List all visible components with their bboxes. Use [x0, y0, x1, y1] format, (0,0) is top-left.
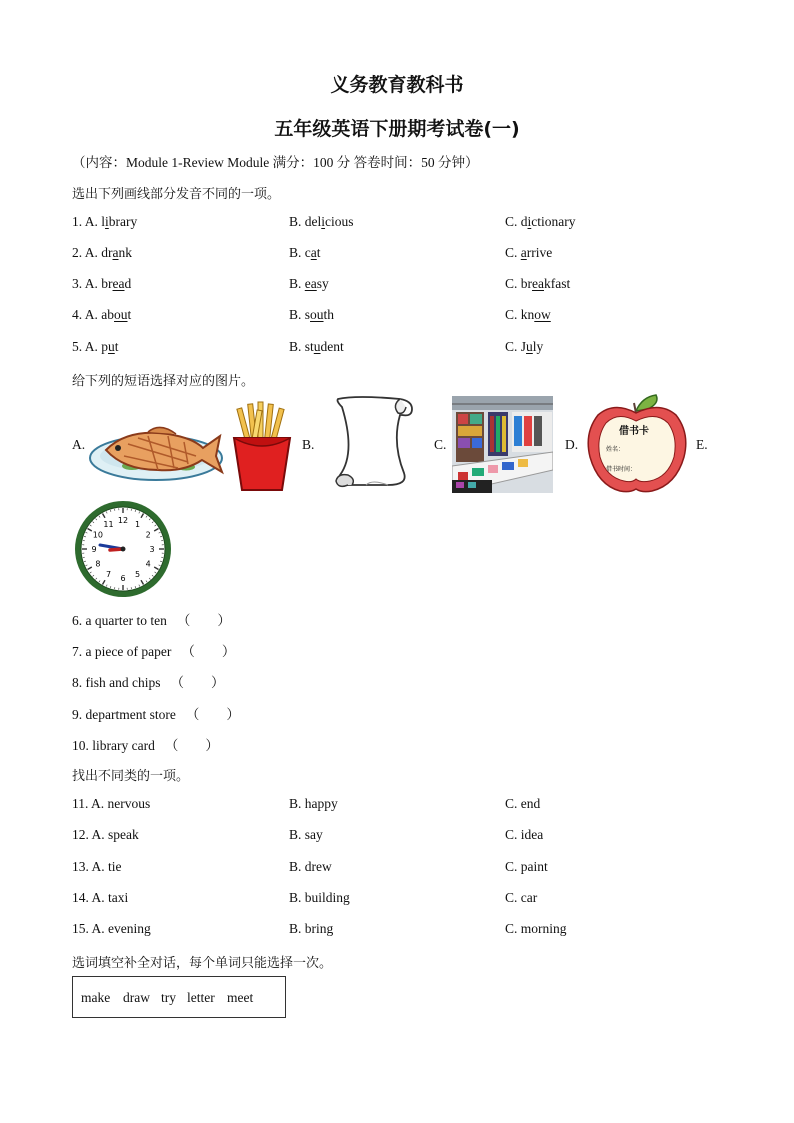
- match-question: [72, 703, 240, 723]
- underlined-sound: u: [313, 339, 321, 354]
- word-bank-word: make: [81, 990, 111, 1005]
- underlined-sound: ou: [310, 307, 324, 322]
- match-question: [72, 734, 219, 754]
- odd-one-out-option-a: 15. A. evening: [72, 921, 151, 936]
- match-question: [72, 609, 231, 629]
- odd-one-out-option-b: B. happy: [289, 796, 338, 811]
- word-part: st: [304, 339, 314, 354]
- section3-instruction: 找出不同类的一项。: [72, 769, 190, 784]
- word-bank-word: try: [161, 990, 176, 1005]
- word-part: s: [304, 307, 311, 322]
- clock-number: 4: [145, 559, 151, 569]
- fish-and-chips-image: [88, 400, 298, 492]
- odd-one-out-option-a: 12. A. speak: [72, 827, 139, 842]
- word-part: rrive: [526, 245, 553, 260]
- word-part: t: [114, 339, 119, 354]
- clock-number: 5: [134, 570, 141, 580]
- odd-one-out-option-c: C. paint: [505, 859, 548, 874]
- clock-number: 9: [91, 545, 97, 554]
- underlined-sound: ou: [114, 307, 128, 322]
- underlined-sound: ea: [304, 276, 317, 291]
- underlined-sound: a: [112, 245, 119, 260]
- option-c: [505, 339, 543, 355]
- clock-number: 12: [117, 516, 129, 525]
- answer-blank: （ ）: [181, 644, 236, 659]
- option-a: [72, 214, 137, 230]
- underlined-sound: ea: [532, 276, 544, 291]
- word-part: del: [304, 214, 322, 229]
- word-part: kn: [520, 307, 535, 322]
- odd-one-out-option-b: B. say: [289, 827, 323, 842]
- option-c: [505, 276, 570, 292]
- exam-title: 五年级英语下册期考试卷(一): [274, 118, 520, 140]
- word-part: nk: [118, 245, 133, 260]
- option-prefix: 4. A.: [72, 307, 102, 322]
- word-bank-word: draw: [123, 990, 150, 1005]
- answer-blank: （ ）: [185, 707, 240, 722]
- word-part: t: [127, 307, 132, 322]
- underlined-sound: a: [310, 245, 317, 260]
- word-bank-word: meet: [227, 990, 254, 1005]
- question-text: 9. department store: [72, 707, 176, 722]
- underlined-sound: a: [520, 245, 527, 260]
- exam-info: （内容：Module 1-Review Module 满分：100 分 答卷时间：50 分钟）: [72, 155, 479, 170]
- underlined-sound: u: [526, 339, 533, 354]
- option-label-b: B.: [302, 437, 315, 452]
- word-part: c: [304, 245, 311, 260]
- option-b: [289, 245, 321, 261]
- word-part: br: [101, 276, 113, 291]
- section1-instruction: 选出下列画线部分发音不同的一项。: [72, 187, 281, 202]
- option-a: [72, 245, 132, 261]
- library-card-image: [584, 393, 690, 495]
- section4-instruction: 选词填空补全对话，每个单词只能选择一次。: [72, 956, 333, 971]
- question-text: 6. a quarter to ten: [72, 613, 167, 628]
- clock-number: 6: [120, 574, 126, 583]
- answer-blank: （ ）: [164, 738, 219, 753]
- word-part: p: [101, 339, 109, 354]
- question-text: 8. fish and chips: [72, 675, 161, 690]
- odd-one-out-option-c: C. idea: [505, 827, 544, 842]
- word-part: dr: [101, 245, 113, 260]
- odd-one-out-option-b: B. building: [289, 890, 350, 905]
- answer-blank: （ ）: [176, 613, 231, 628]
- clock-number: 1: [134, 519, 141, 529]
- match-question: [72, 671, 225, 691]
- word-part: d: [520, 214, 528, 229]
- clock-number: 7: [105, 570, 112, 580]
- main-title: 义务教育教科书: [330, 74, 464, 96]
- option-prefix: B.: [289, 307, 305, 322]
- library-card-time: 借书时间：: [606, 466, 637, 473]
- word-part: dent: [320, 339, 344, 354]
- word-part: d: [124, 276, 132, 291]
- option-prefix: B.: [289, 245, 305, 260]
- odd-one-out-option-c: C. end: [505, 796, 541, 811]
- answer-blank: （ ）: [170, 675, 225, 690]
- odd-one-out-option-c: C. car: [505, 890, 538, 905]
- word-part: cious: [325, 214, 354, 229]
- department-store-image: [452, 396, 553, 493]
- option-prefix: C.: [505, 339, 521, 354]
- option-prefix: C.: [505, 245, 521, 260]
- word-part: ly: [532, 339, 544, 354]
- option-prefix: 1. A.: [72, 214, 102, 229]
- underlined-sound: i: [527, 214, 532, 229]
- match-question: [72, 640, 235, 660]
- library-card-name: 姓名：: [606, 446, 625, 453]
- odd-one-out-option-c: C. morning: [505, 921, 567, 936]
- clock-number: 11: [103, 519, 114, 529]
- option-c: [505, 307, 551, 323]
- option-c: [505, 214, 576, 230]
- underlined-sound: ea: [112, 276, 125, 291]
- clock-number: 2: [145, 530, 151, 540]
- option-a: [72, 307, 131, 323]
- clock-number: 10: [92, 530, 103, 540]
- word-part: t: [316, 245, 321, 260]
- option-prefix: C.: [505, 214, 521, 229]
- word-part: br: [520, 276, 533, 291]
- clock-image: [72, 499, 174, 599]
- option-prefix: B.: [289, 276, 305, 291]
- option-prefix: C.: [505, 307, 521, 322]
- option-label-e: E.: [696, 437, 708, 452]
- word-bank-word: letter: [187, 990, 215, 1005]
- section2-instruction: 给下列的短语选择对应的图片。: [72, 374, 255, 389]
- option-prefix: C.: [505, 276, 521, 291]
- word-part: ab: [101, 307, 115, 322]
- question-text: 7. a piece of paper: [72, 644, 172, 659]
- option-c: [505, 245, 552, 261]
- option-prefix: B.: [289, 214, 305, 229]
- option-prefix: B.: [289, 339, 305, 354]
- word-part: ctionary: [531, 214, 576, 229]
- question-text: 10. library card: [72, 738, 155, 753]
- option-b: [289, 339, 344, 355]
- option-a: [72, 339, 119, 355]
- odd-one-out-option-a: 14. A. taxi: [72, 890, 129, 905]
- underlined-sound: ow: [534, 307, 551, 322]
- option-b: [289, 307, 334, 323]
- word-part: J: [520, 339, 527, 354]
- clock-number: 3: [149, 545, 155, 554]
- word-part: sy: [316, 276, 329, 291]
- option-prefix: 3. A.: [72, 276, 102, 291]
- underlined-sound: u: [108, 339, 115, 354]
- option-prefix: 5. A.: [72, 339, 102, 354]
- option-label-d: D.: [565, 437, 579, 452]
- word-part: l: [101, 214, 106, 229]
- word-part: brary: [108, 214, 138, 229]
- option-label-c: C.: [434, 437, 447, 452]
- odd-one-out-option-a: 13. A. tie: [72, 859, 122, 874]
- option-b: [289, 276, 329, 292]
- odd-one-out-option-b: B. bring: [289, 921, 334, 936]
- odd-one-out-option-b: B. drew: [289, 859, 332, 874]
- underlined-sound: i: [105, 214, 109, 229]
- library-card-title: 借书卡: [619, 426, 649, 437]
- option-a: [72, 276, 131, 292]
- odd-one-out-option-a: 11. A. nervous: [72, 796, 151, 811]
- word-part: th: [323, 307, 335, 322]
- clock-number: 8: [95, 559, 101, 569]
- option-b: [289, 214, 354, 230]
- word-part: kfast: [544, 276, 571, 291]
- option-prefix: 2. A.: [72, 245, 102, 260]
- paper-scroll-image: [326, 393, 420, 493]
- underlined-sound: i: [321, 214, 326, 229]
- word-bank-box: [72, 976, 286, 1018]
- option-label-a: A.: [72, 437, 86, 452]
